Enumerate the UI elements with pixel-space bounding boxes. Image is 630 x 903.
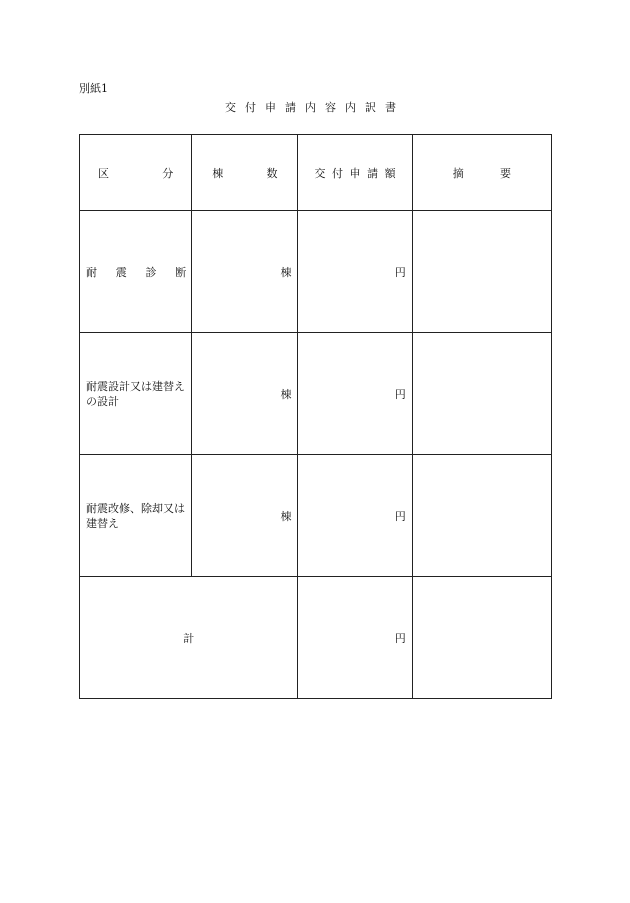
amount-cell[interactable] [298, 211, 412, 333]
total-amount-unit: 円 [394, 631, 406, 645]
table-total-row [80, 577, 552, 699]
total-amount-cell[interactable] [298, 577, 412, 699]
header-remarks-char: 摘 [452, 166, 464, 180]
count-unit: 棟 [280, 387, 292, 401]
count-unit: 棟 [280, 509, 292, 523]
total-remarks-cell[interactable] [412, 577, 551, 699]
remarks-cell[interactable] [412, 455, 551, 577]
document-title: 交付申請内容内訳書 [225, 101, 405, 114]
header-category-char: 分 [162, 166, 174, 180]
header-count-char: 数 [266, 166, 278, 180]
header-category [80, 135, 192, 211]
count-cell[interactable] [192, 211, 298, 333]
amount-unit: 円 [394, 387, 406, 401]
header-amount-char: 額 [384, 166, 396, 180]
header-category-char: 区 [98, 166, 109, 180]
amount-cell[interactable] [298, 333, 412, 455]
table-row [80, 333, 552, 455]
category-char: 震 [115, 265, 127, 279]
category-char: 診 [145, 265, 157, 279]
header-amount-char: 交 [314, 166, 326, 180]
header-amount-char: 申 [349, 166, 361, 180]
category-cell [80, 211, 192, 333]
category-char: 断 [175, 265, 187, 279]
category-cell [80, 455, 192, 577]
annex-label: 別紙1 [79, 82, 108, 95]
header-count [192, 135, 298, 211]
total-label-cell [80, 577, 298, 699]
header-amount-char: 請 [367, 166, 379, 180]
table-row [80, 211, 552, 333]
category-label: 耐震設計又は建替えの設計 [86, 379, 185, 408]
table-header-row [80, 135, 552, 211]
count-cell[interactable] [192, 455, 298, 577]
count-cell[interactable] [192, 333, 298, 455]
table-row [80, 455, 552, 577]
count-unit: 棟 [280, 265, 292, 279]
header-remarks [412, 135, 551, 211]
category-label: 耐震改修、除却又は建替え [86, 501, 185, 530]
header-amount [298, 135, 412, 211]
total-label: 計 [183, 631, 195, 645]
header-count-char: 棟 [212, 166, 224, 180]
header-remarks-char: 要 [500, 166, 511, 180]
breakdown-table [79, 134, 552, 699]
amount-cell[interactable] [298, 455, 412, 577]
remarks-cell[interactable] [412, 211, 551, 333]
remarks-cell[interactable] [412, 333, 551, 455]
category-cell [80, 333, 192, 455]
amount-unit: 円 [394, 265, 406, 279]
header-amount-char: 付 [332, 166, 343, 180]
amount-unit: 円 [394, 509, 406, 523]
category-char: 耐 [86, 265, 97, 279]
